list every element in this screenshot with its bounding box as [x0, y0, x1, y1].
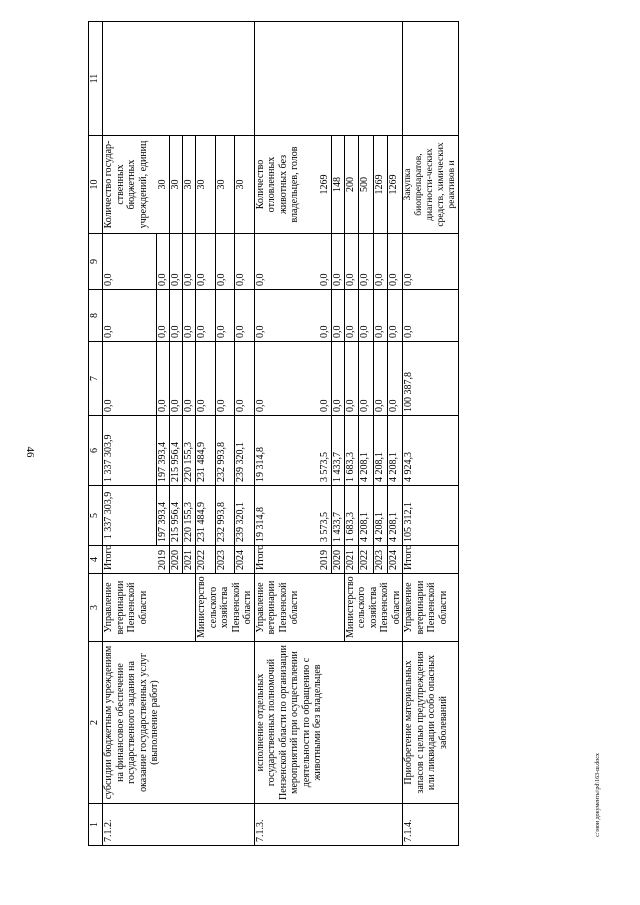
- value-col10: 1269: [388, 136, 403, 234]
- value-col5: 4 208,1: [359, 486, 374, 546]
- header-cell: 7: [89, 342, 103, 416]
- total-col7: 0,0: [103, 342, 157, 416]
- value-col9: 0,0: [235, 234, 255, 290]
- value-col8: 0,0: [373, 290, 388, 342]
- value-col7: 0,0: [215, 342, 235, 416]
- total-col5: 1 337 303,9: [103, 486, 157, 546]
- value-col6: 239 320,1: [235, 416, 255, 486]
- value-col9: 0,0: [319, 234, 332, 290]
- total-col9: 0,0: [254, 234, 319, 290]
- total-col8: 0,0: [103, 290, 157, 342]
- header-cell: 5: [89, 486, 103, 546]
- value-col5: 231 484,9: [196, 486, 216, 546]
- value-col8: 0,0: [235, 290, 255, 342]
- value-col5: 232 993,8: [215, 486, 235, 546]
- value-col9: 0,0: [359, 234, 374, 290]
- value-col5: 239 320,1: [235, 486, 255, 546]
- value-col8: 0,0: [157, 290, 170, 342]
- header-cell: 8: [89, 290, 103, 342]
- value-col5: 1 683,3: [344, 486, 359, 546]
- total-col5: 19 314,8: [254, 486, 319, 546]
- value-col6: 231 484,9: [196, 416, 216, 486]
- total-col8: 0,0: [254, 290, 319, 342]
- value-col9: 0,0: [196, 234, 216, 290]
- value-col7: 0,0: [319, 342, 332, 416]
- value-col6: 4 208,1: [373, 416, 388, 486]
- header-cell: 4: [89, 546, 103, 574]
- year: 2020: [170, 546, 183, 574]
- year: 2022: [359, 546, 374, 574]
- total-col6: 19 314,8: [254, 416, 319, 486]
- year: 2023: [373, 546, 388, 574]
- section-name: Приобретение материальных запасов с целью предупреждения или ликвидации особо опасных заболеваний: [403, 642, 459, 804]
- total-label: Итого: [403, 546, 459, 574]
- value-col8: 0,0: [344, 290, 359, 342]
- value-col5: 4 208,1: [373, 486, 388, 546]
- section-id: 7.1.3.: [254, 804, 403, 846]
- responsible-executor: Управление ветеринарии Пензенской области: [403, 574, 459, 642]
- value-col10: 30: [157, 136, 170, 234]
- value-col9: 0,0: [373, 234, 388, 290]
- section-id: 7.1.4.: [403, 804, 459, 846]
- value-col9: 0,0: [157, 234, 170, 290]
- value-col6: 232 993,8: [215, 416, 235, 486]
- section-name: исполнение отдельных государственных полномочий Пензенской области по организации мероприятий при осуществлении деятельности по обращению с животными без владельцев: [254, 642, 403, 804]
- header-row: [89, 22, 103, 846]
- page-number: 46: [24, 446, 36, 458]
- value-col9: 0,0: [388, 234, 403, 290]
- value-col10: 30: [183, 136, 196, 234]
- responsible-ministry: Министерство сельского хозяйства Пензенской области: [196, 574, 255, 642]
- total-col6: 4 924,3: [403, 416, 459, 486]
- value-col9: 0,0: [215, 234, 235, 290]
- year: 2023: [215, 546, 235, 574]
- col11-empty: [103, 22, 255, 136]
- total-col8: 0,0: [403, 290, 459, 342]
- value-col8: 0,0: [331, 290, 344, 342]
- year: 2024: [388, 546, 403, 574]
- total-label: Итого: [254, 546, 319, 574]
- section-7-1-4-total-row: [403, 22, 459, 846]
- year: 2019: [157, 546, 170, 574]
- value-col7: 0,0: [170, 342, 183, 416]
- value-col6: 4 208,1: [359, 416, 374, 486]
- total-col7: 0,0: [254, 342, 319, 416]
- value-col7: 0,0: [359, 342, 374, 416]
- value-col7: 0,0: [183, 342, 196, 416]
- year: 2022: [196, 546, 216, 574]
- value-col10: 30: [196, 136, 216, 234]
- indicator-name: Количество государ-ственных бюджетных учреждений, единиц: [103, 136, 157, 234]
- year: 2020: [331, 546, 344, 574]
- total-col7: 100 387,8: [403, 342, 459, 416]
- value-col6: 1 683,3: [344, 416, 359, 486]
- value-col5: 197 393,4: [157, 486, 170, 546]
- value-col10: 500: [359, 136, 374, 234]
- total-col5: 105 312,1: [403, 486, 459, 546]
- total-col9: 0,0: [403, 234, 459, 290]
- value-col8: 0,0: [170, 290, 183, 342]
- value-col10: 30: [170, 136, 183, 234]
- value-col6: 215 956,4: [170, 416, 183, 486]
- indicator-name: Закупка биопрепаратов, диагности-ческих средств, химических реактивов и: [403, 136, 459, 234]
- value-col5: 3 573,5: [319, 486, 332, 546]
- value-col8: 0,0: [359, 290, 374, 342]
- value-col5: 220 155,3: [183, 486, 196, 546]
- value-col7: 0,0: [388, 342, 403, 416]
- responsible-ministry: Министерство сельского хозяйства Пензенской области: [344, 574, 403, 642]
- total-col9: 0,0: [103, 234, 157, 290]
- header-cell: 10: [89, 136, 103, 234]
- header-cell: 6: [89, 416, 103, 486]
- value-col7: 0,0: [373, 342, 388, 416]
- value-col10: 1269: [319, 136, 332, 234]
- value-col9: 0,0: [183, 234, 196, 290]
- value-col7: 0,0: [331, 342, 344, 416]
- value-col10: 200: [344, 136, 359, 234]
- footer-file-path: c:\мои документы\pd\163-ш.docx: [595, 753, 601, 837]
- value-col10: 148: [331, 136, 344, 234]
- value-col6: 3 573,5: [319, 416, 332, 486]
- value-col5: 215 956,4: [170, 486, 183, 546]
- value-col7: 0,0: [235, 342, 255, 416]
- col11-empty: [403, 22, 459, 136]
- value-col6: 1 433,7: [331, 416, 344, 486]
- value-col7: 0,0: [196, 342, 216, 416]
- value-col8: 0,0: [319, 290, 332, 342]
- total-label: Итого: [103, 546, 157, 574]
- value-col8: 0,0: [388, 290, 403, 342]
- value-col9: 0,0: [331, 234, 344, 290]
- value-col8: 0,0: [215, 290, 235, 342]
- value-col9: 0,0: [344, 234, 359, 290]
- value-col8: 0,0: [196, 290, 216, 342]
- value-col7: 0,0: [344, 342, 359, 416]
- col11-empty: [254, 22, 403, 136]
- value-col9: 0,0: [170, 234, 183, 290]
- value-col10: 30: [235, 136, 255, 234]
- value-col6: 4 208,1: [388, 416, 403, 486]
- section-id: 7.1.2.: [103, 804, 255, 846]
- program-activities-table: [88, 21, 459, 846]
- year: 2019: [319, 546, 332, 574]
- header-cell: 11: [89, 22, 103, 136]
- responsible-executor: Управление ветеринарии Пензенской области: [254, 574, 344, 642]
- year: 2024: [235, 546, 255, 574]
- section-name: субсидии бюджетным учреждениям на финансовое обеспечение государственного задания на оказание государственных услуг (выполнение работ): [103, 642, 255, 804]
- header-cell: 2: [89, 642, 103, 804]
- year: 2021: [183, 546, 196, 574]
- value-col5: 1 433,7: [331, 486, 344, 546]
- value-col10: 1269: [373, 136, 388, 234]
- value-col5: 4 208,1: [388, 486, 403, 546]
- year: 2021: [344, 546, 359, 574]
- rotated-table-container: [88, 22, 520, 846]
- header-cell: 9: [89, 234, 103, 290]
- value-col6: 220 155,3: [183, 416, 196, 486]
- value-col10: 30: [215, 136, 235, 234]
- indicator-name: Количество отловленных животных без владельцев, голов: [254, 136, 319, 234]
- value-col8: 0,0: [183, 290, 196, 342]
- header-cell: 1: [89, 804, 103, 846]
- section-7-1-2-total-row: [103, 22, 157, 846]
- value-col6: 197 393,4: [157, 416, 170, 486]
- header-cell: 3: [89, 574, 103, 642]
- responsible-executor: Управление ветеринарии Пензенской области: [103, 574, 196, 642]
- total-col6: 1 337 303,9: [103, 416, 157, 486]
- value-col7: 0,0: [157, 342, 170, 416]
- section-7-1-3-total-row: [254, 22, 319, 846]
